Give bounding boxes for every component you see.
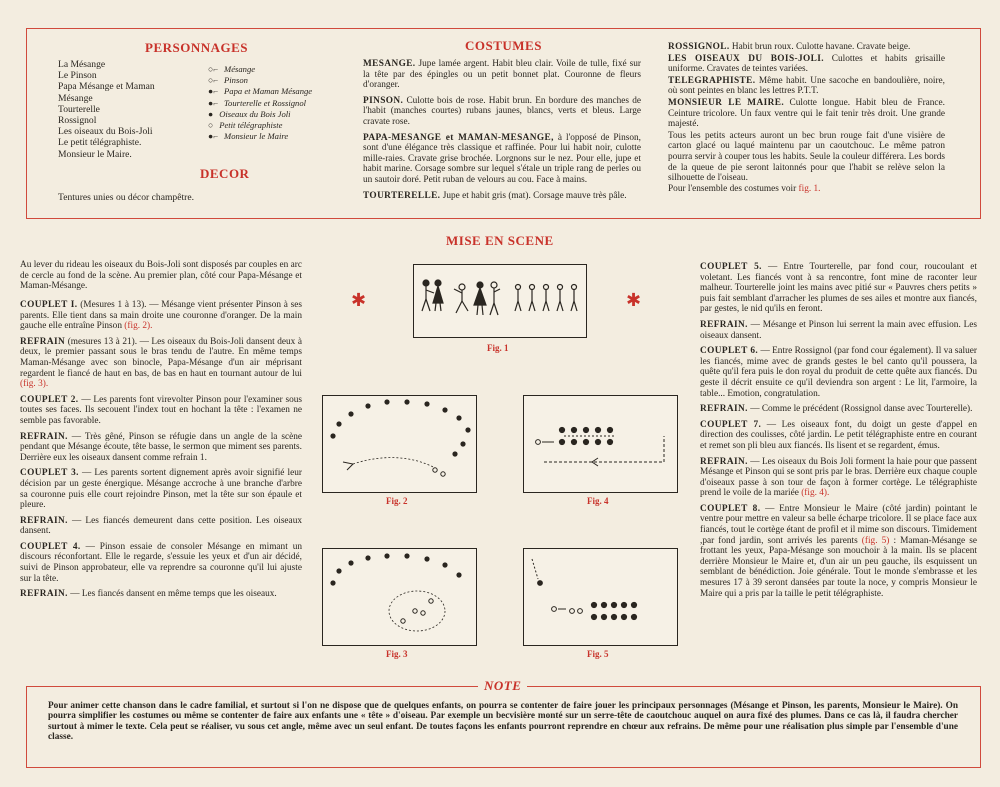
costume-entry (363, 96, 641, 128)
section-label: REFRAIN. (700, 456, 748, 467)
bird-symbol-icon: ●⌐ (208, 86, 219, 97)
figure-reference: (fig. 3). (20, 379, 49, 390)
mise-en-scene-title: MISE EN SCENE (446, 233, 554, 248)
section-text: Pour l'ensemble des costumes voir (668, 183, 799, 194)
section-text: — Entre Rossignol (par fond cour également). Il va saluer les fiancés, mime avec de grands gestes le bel canto qu'il poussera, la quête qu'il fera puis le don royal du produit de cette quête aux fiancés. Du geste il décrit ensuite ce qu'il deviendra son argent : Le lit, l'armoire, la table... Emotion, congratulation. (700, 346, 977, 399)
section-label: PINSON. (363, 95, 404, 106)
character-name: La Mésange (58, 59, 106, 70)
staging-entry (700, 457, 977, 499)
section-text: — Les parents sortent dignement après avoir signifié leur décision par un geste énergique. Mésange accroche à une branche d'arbre sa couronne puis elle court rejoindre Pinson, met la tête sur son épaule et pleure. (20, 468, 302, 511)
staging-entry (20, 432, 302, 464)
section-label: LES OISEAUX DU BOIS-JOLI. (668, 53, 825, 64)
role-label: Monsieur le Maire (224, 131, 289, 142)
section-text: Jupe et habit gris (mat). Corsage mauve très pâle. (440, 190, 627, 201)
staging-entry (20, 395, 302, 427)
staging-entry (700, 420, 977, 452)
section-label: REFRAIN. (700, 319, 748, 330)
section-text: — Entre Monsieur le Maire (côté jardin) pointant le ventre pour mettre en valeur sa belle écharpe tricolore. Il se place face aux fiancés, tout le cortège étant de profil et il mime son discours. Timidement ,par fond jardin, sont arrivés les parents (700, 503, 977, 546)
costumes-column-2 (668, 42, 945, 199)
asterisk-icon: ✱ (351, 290, 367, 310)
section-text: — Comme le précédent (Rossignol danse avec Tourterelle). (747, 404, 973, 415)
bird-symbol-icon: ○ (208, 120, 214, 131)
section-text: — Mésange et Pinson lui serrent la main avec effusion. Les oiseaux dansent. (700, 319, 977, 341)
figure-5 (523, 548, 678, 646)
section-label: COUPLET 6. (700, 346, 759, 357)
role-label: Petit télégraphiste (219, 120, 283, 131)
section-label: TELEGRAPHISTE. (668, 75, 756, 86)
costume-entry (668, 42, 945, 53)
role-label: Pinson (224, 75, 248, 86)
fig-4-caption: Fig. 4 (587, 496, 609, 506)
character-list (58, 59, 208, 160)
section-text: Même habit. Une sacoche en bandoulière, noire, où sont peintes en blanc les lettres P.T.T. (668, 75, 945, 97)
section-label: REFRAIN. (20, 515, 68, 526)
fig-2-caption: Fig. 2 (386, 496, 408, 506)
character-name: Les oiseaux du Bois-Joli (58, 126, 153, 138)
staging-entry (700, 504, 977, 599)
section-label: COUPLET 7. (700, 419, 762, 430)
section-label: COUPLET 4. (20, 541, 81, 552)
staging-entry (20, 300, 302, 332)
role-label: Mésange (224, 64, 256, 74)
role-legend-item (208, 131, 348, 142)
role-legend-item (208, 64, 348, 75)
section-label: COUPLET 3. (20, 468, 79, 479)
staging-entry (700, 262, 977, 315)
intro-text: Au lever du rideau les oiseaux du Bois-Joli sont disposés par couples en arc de cercle au fond de la scène. Au premier plan, côté cour Papa-Mésange et Maman-Mésange. (20, 260, 302, 292)
staging-entry (20, 589, 302, 600)
role-legend-item (208, 98, 348, 109)
section-text: : Maman-Mésange se frottant les yeux, Papa-Mésange son mouchoir à la main. Ils se placent derrière Monsieur le Maire et, d'un air un peu gauche, ils esquissent un semblant de bénédiction. Joie générale. Tout le monde s'embrasse et les mesures 17 à 39 seront dansées par toute la noce, y compris Monsieur le Maire qui a pris par la taille le petit télégraphiste. (700, 535, 977, 599)
figure-reference: fig. 1. (798, 183, 821, 194)
section-text: Culotte bois de rose. Habit brun. En bordure des manches de l'habit (manches courtes) rubans jaunes, blancs, verts et bleus. Large cravate rose. (363, 95, 641, 127)
character-name: Tourterelle (58, 103, 100, 115)
stage-diagram-2 (323, 396, 476, 492)
section-text: — Entre Tourterelle, par fond cour, roucoulant et voletant. Les fiancés vont à sa rencontre, font mine de raconter leur malheur. Tourterelle joint les mains avec pitié sur « Pauvres chers petits » puis fait semblant d'arracher les plumes de ses ailes et montre aux fiancés, par gestes, le nid qu'ils en feront. (700, 262, 977, 315)
character-name: Mésange (58, 92, 93, 104)
character-name: Papa Mésange et Maman (58, 81, 155, 93)
figure-1 (413, 264, 587, 338)
note-title: NOTE (478, 678, 527, 694)
costume-entry (363, 133, 641, 186)
section-label: MONSIEUR LE MAIRE. (668, 97, 785, 108)
decor-text: Tentures unies ou décor champêtre. (58, 192, 194, 203)
section-label: REFRAIN. (20, 589, 68, 600)
role-legend-item (208, 75, 348, 86)
mise-intro (20, 260, 302, 297)
costumes-column-1 (363, 59, 641, 206)
bird-symbol-icon: ●⌐ (208, 131, 219, 142)
costume-entry (363, 59, 641, 91)
fig-1-caption: Fig. 1 (487, 343, 509, 353)
figure-3 (322, 548, 477, 646)
staging-entry (700, 320, 977, 341)
staging-entry (700, 346, 977, 399)
section-label: COUPLET I. (20, 300, 78, 310)
section-text: — Les fiancés demeurent dans cette position. Les oiseaux dansent. (20, 515, 302, 537)
section-text: (mesures 13 à 21). — Les oiseaux du Bois-Joli dansent deux à deux, le premier passant sous le bras tendu de l'autre. En même temps Maman-Mésange avec son binocle, Papa-Mésange d'un air méprisant regardent le fiancé de haut en bas, de bas en haut en tournant autour de lui (20, 336, 302, 379)
section-text: Culotte longue. Habit bleu de France. Ceinture tricolore. Un faux ventre qui le fait tenir très droit. Une grande majesté. (668, 97, 946, 130)
decor-title: DECOR (200, 166, 250, 181)
bird-symbol-icon: ○⌐ (208, 75, 219, 86)
section-label: ROSSIGNOL. (668, 42, 730, 52)
section-text: — Les oiseaux font, du doigt un geste d'appel en direction des coulisses, côté jardin. Le petit télégraphiste entre en courant et remet son pli bleu aux fiancés. Ils lisent et se regardent, émus. (700, 419, 977, 451)
costume-figure-note (668, 184, 945, 195)
role-legend-item (208, 109, 348, 120)
role-label: Papa et Maman Mésange (224, 86, 313, 97)
figure-4 (523, 395, 678, 493)
figure-2 (322, 395, 477, 493)
asterisk-icon: ✱ (626, 290, 642, 310)
staging-entry (700, 404, 977, 415)
costume-entry (668, 54, 945, 75)
character-name: Monsieur le Maire. (58, 148, 132, 160)
character-name: Le petit télégraphiste. (58, 137, 142, 149)
section-label: REFRAIN. (700, 404, 748, 415)
section-text: — Pinson essaie de consoler Mésange en mimant un discours réconfortant. Elle le regarde, s'essuie les yeux et d'un air décidé, suivi de Pinson approbateur, elle va reprendre sa couronne qu'il lui ajuste sur la tête. (20, 541, 302, 584)
bird-symbol-icon: ●⌐ (208, 97, 219, 108)
section-text: Culottes et habits grisaille uniforme. Cravates de teintes variées. (668, 53, 945, 75)
section-text: à l'opposé de Pinson, sont d'une élégance très classique et raffinée. Pour lui habit noir, culotte mille-raies. Cravate grise brochée. Lorgnons sur le nez. Pour elle, jupe et habit marine. Corsage sombre sur lequel s'étale un triple rang de perles ou un sautoir doré. Petit ruban de velours au cou. Face à mains. (363, 132, 642, 185)
bird-symbol-icon: ○⌐ (208, 64, 219, 74)
section-text: — Les parents font virevolter Pinson pour l'examiner sous toutes ses faces. Ils secouent l'index tout en hochant la tête : l'examen ne semble pas favorable. (20, 394, 302, 426)
role-legend-item (208, 86, 348, 97)
role-label: Oiseaux du Bois Joli (219, 108, 291, 119)
section-text: — Très gêné, Pinson se réfugie dans un angle de la scène pendant que Mésange écoute, tête basse, le sermon que miment ses parents. Derrière eux les oiseaux dansent comme refrain 1. (20, 431, 302, 463)
staging-entry (20, 468, 302, 510)
section-label: MESANGE. (363, 59, 416, 69)
bird-symbol-icon: ● (208, 108, 214, 119)
mise-left-column (20, 300, 302, 605)
figure-reference: (fig. 5) (857, 535, 890, 546)
costume-entry (668, 76, 945, 97)
role-legend-item (208, 120, 348, 131)
stage-diagram-5 (524, 549, 677, 645)
staging-entry (20, 542, 302, 584)
mise-right-column (700, 262, 977, 604)
stage-diagram-4 (524, 396, 677, 492)
section-label: COUPLET 8. (700, 503, 761, 514)
staging-entry (20, 337, 302, 390)
fig-3-caption: Fig. 3 (386, 649, 408, 659)
character-name: Le Pinson (58, 70, 97, 82)
section-text: Habit brun roux. Culotte havane. Cravate beige. (729, 42, 911, 52)
figure-reference: (fig. 2). (121, 321, 153, 332)
section-text: — Les oiseaux du Bois Joli forment la haie pour que passent Mésange et Pinson qui se sont pris par le bras. Derrière eux chaque couple d'oiseaux passe à son tour de façon à former cortège. Le télégraphiste prend le voile de la mariée (700, 456, 977, 499)
costumes-title: COSTUMES (465, 38, 542, 53)
note-text: Pour animer cette chanson dans le cadre familial, et surtout si l'on ne dispose que de quelques enfants, on pourra se contenter de faire jouer les principaux personnages (Mésange et Pinson, les parents, Monsieur le Maire). On pourra simplifier les costumes ou même se contenter de faire aux enfants une « tête » d'oiseau. Par exemple un becvisière monté sur un serre-tête de caoutchouc auquel on aura fixé des plumes. Dans ce cas là, il faudra chercher surtout à mimer le texte. Cela peut se réaliser, vu sous cet angle, même avec un seul enfant. De toutes façons les enfants pourront reprendre en chœur aux refrains. De même pour une réalisation plus simple par l'ensemble d'une classe. (48, 701, 958, 743)
role-legend (208, 64, 348, 142)
section-label: COUPLET 2. (20, 394, 79, 405)
stage-diagram-3 (323, 549, 476, 645)
role-label: Tourterelle et Rossignol (224, 97, 307, 108)
character-name: Rossignol (58, 115, 97, 127)
section-label: COUPLET 5. (700, 262, 762, 272)
staging-entry (20, 516, 302, 537)
section-text: Jupe lamée argent. Habit bleu clair. Voile de tulle, fixé sur la tête par des épingles ou un petit bonnet plat. Couronne de fleurs d'oranger. (363, 59, 641, 91)
section-text: — Les fiancés dansent en même temps que les oiseaux. (67, 589, 277, 600)
section-label: REFRAIN. (20, 431, 68, 442)
costume-general-note: Tous les petits acteurs auront un bec brun rouge fait d'une visière de carton glacé ou laqué maintenu par un caoutchouc. Le même patron pourra servir à couper tous les habits. Seule la couleur différera. Les bords de la queue de pie seront laitonnés pour que l'habit se relève selon la silhouette de l'oiseau. (668, 130, 945, 184)
costume-entry (363, 191, 641, 202)
costume-entry (668, 98, 945, 130)
personnages-title: PERSONNAGES (145, 40, 249, 55)
section-label: PAPA-MESANGE et MAMAN-MESANGE, (363, 132, 554, 143)
costume-figures-illustration (414, 265, 586, 337)
fig-5-caption: Fig. 5 (587, 649, 609, 659)
section-text: (Mesures 1 à 13). — Mésange vient présenter Pinson à ses parents. Elle tient dans sa main droite une couronne d'oranger. De la main gauche elle entraîne Pinson (20, 300, 302, 332)
figure-reference: (fig. 4). (798, 488, 830, 499)
section-label: REFRAIN (20, 336, 66, 347)
section-label: TOURTERELLE. (363, 190, 441, 201)
